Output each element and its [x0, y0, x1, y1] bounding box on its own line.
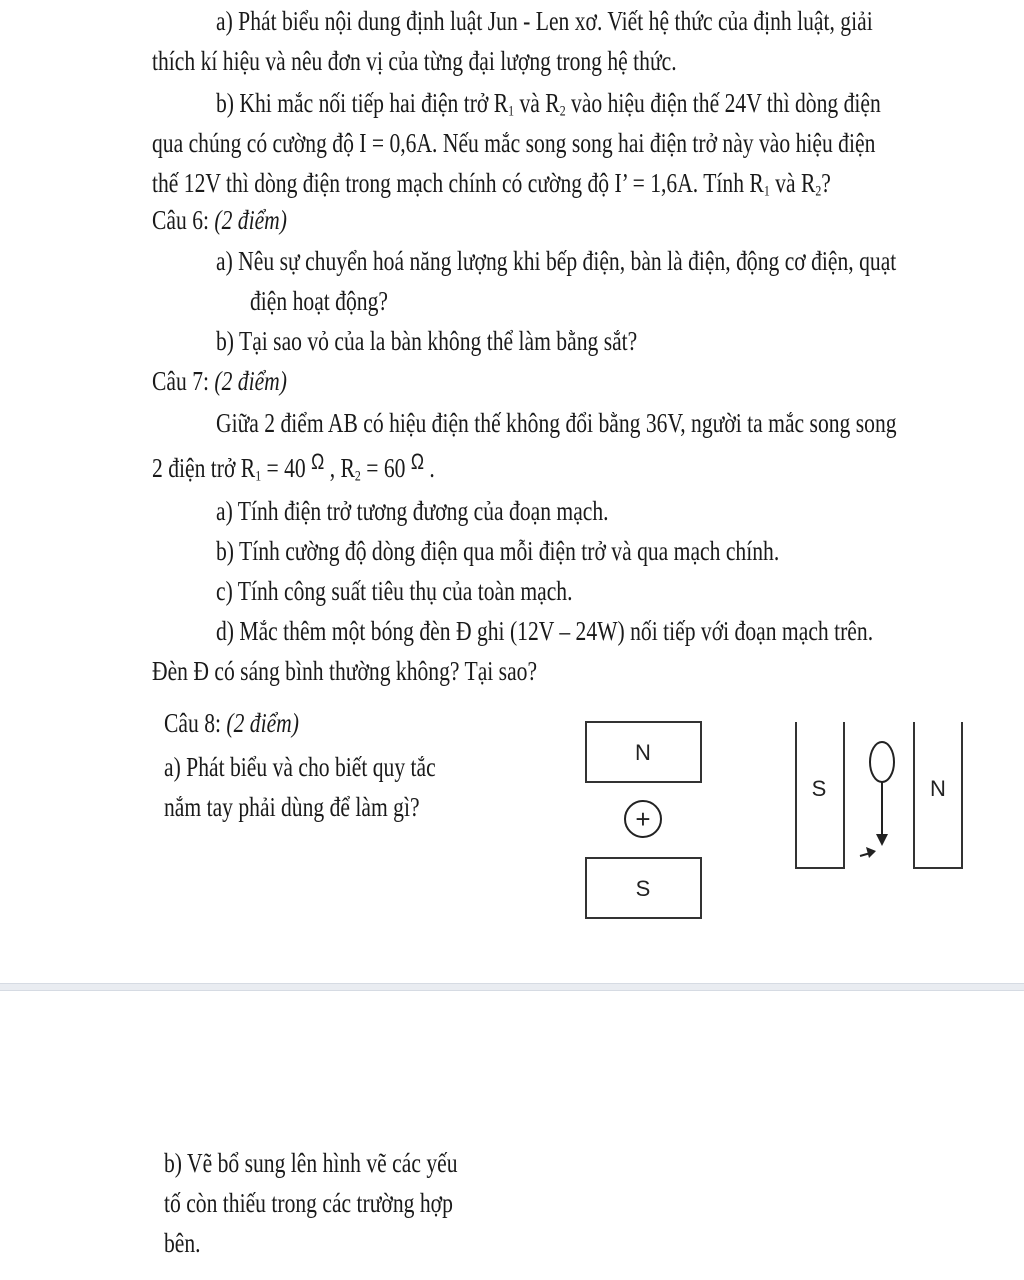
q8-title: Câu 8:	[164, 708, 221, 738]
ohm-symbol: Ω	[311, 449, 325, 474]
q5-b-line1-post: vào hiệu điện thế 24V thì dòng điện	[565, 88, 881, 118]
subscript-1: 1	[508, 103, 515, 120]
q5-b-line3-pre: thế 12V thì dòng điện trong mạch chính có cường độ I’ = 1,6A. Tính R	[152, 168, 764, 198]
q5-b-line3-post: ?	[821, 168, 831, 198]
q6-points: (2 điểm)	[214, 205, 287, 235]
q5-a-line1: a) Phát biểu nội dung định luật Jun - Len xơ. Viết hệ thức của định luật, giải	[216, 6, 873, 36]
q8-b-line1: b) Vẽ bổ sung lên hình vẽ các yếu	[164, 1148, 458, 1178]
q8-heading	[164, 708, 299, 738]
q7-heading	[152, 366, 287, 396]
q7-intro-end: .	[424, 453, 435, 483]
q5-b-line1-pre: b) Khi mắc nối tiếp hai điện trở R	[216, 88, 509, 118]
coil-loop-icon	[870, 742, 894, 782]
figure-magnet-poles	[580, 716, 710, 926]
q7-intro-line1: Giữa 2 điểm AB có hiệu điện thế không đổi bằng 36V, người ta mắc song song	[216, 408, 897, 438]
q5-a-line2: thích kí hiệu và nêu đơn vị của từng đại lượng trong hệ thức.	[152, 46, 677, 76]
q7-a: a) Tính điện trở tương đương của đoạn mạch.	[216, 496, 609, 526]
q6-a-line2: điện hoạt động?	[250, 286, 388, 316]
q5-b-line3-mid: và R	[769, 168, 816, 198]
current-symbol: +	[635, 804, 651, 834]
q8-b-line2: tố còn thiếu trong các trường hợp	[164, 1188, 453, 1218]
subscript-1: 1	[763, 183, 770, 200]
q6-heading	[152, 205, 287, 235]
q7-intro-pre: 2 điện trở R	[152, 453, 256, 483]
q7-b: b) Tính cường độ dòng điện qua mỗi điện trở và qua mạch chính.	[216, 536, 780, 566]
q7-intro-sep: , R	[324, 453, 355, 483]
q5-b-line1	[216, 88, 881, 118]
ohm-symbol: Ω	[410, 449, 424, 474]
q5-b-line2: qua chúng có cường độ I = 0,6A. Nếu mắc song song hai điện trở này vào hiệu điện	[152, 128, 876, 158]
q8-a-line1: a) Phát biểu và cho biết quy tắc	[164, 752, 436, 782]
wire-arrow-icon	[876, 834, 888, 846]
page-separator	[0, 983, 1024, 991]
subscript-2: 2	[815, 183, 822, 200]
current-arrow-icon	[866, 847, 876, 858]
q8-a-line2: nắm tay phải dùng để làm gì?	[164, 792, 420, 822]
subscript-2: 2	[559, 103, 566, 120]
q5-b-line1-mid: và R	[514, 88, 560, 118]
subscript-1: 1	[255, 468, 262, 485]
bottom-pole-label: S	[635, 876, 651, 901]
q6-b: b) Tại sao vỏ của la bàn không thể làm bằng sắt?	[216, 326, 638, 356]
figure-magnet-loop	[790, 716, 970, 880]
top-pole-label: N	[635, 740, 651, 765]
left-pole-label: S	[811, 776, 827, 801]
document-page-2	[0, 991, 1024, 1280]
q6-title: Câu 6:	[152, 205, 209, 235]
q7-r1-value: = 40	[261, 453, 306, 483]
q5-b-line3	[152, 168, 831, 198]
q7-points: (2 điểm)	[214, 366, 287, 396]
q7-intro-line2	[152, 449, 435, 485]
q7-title: Câu 7:	[152, 366, 209, 396]
q6-a-line1: a) Nêu sự chuyển hoá năng lượng khi bếp điện, bàn là điện, động cơ điện, quạt	[216, 246, 897, 276]
q7-d-line2: Đèn Đ có sáng bình thường không? Tại sao?	[152, 656, 538, 686]
right-pole-label: N	[930, 776, 946, 801]
q8-b-line3: bên.	[164, 1228, 201, 1258]
q7-r2-value: = 60	[360, 453, 406, 483]
subscript-2: 2	[354, 468, 361, 485]
q7-d-line1: d) Mắc thêm một bóng đèn Đ ghi (12V – 24W) nối tiếp với đoạn mạch trên.	[216, 616, 874, 646]
q7-c: c) Tính công suất tiêu thụ của toàn mạch.	[216, 576, 573, 606]
q8-points: (2 điểm)	[226, 708, 299, 738]
